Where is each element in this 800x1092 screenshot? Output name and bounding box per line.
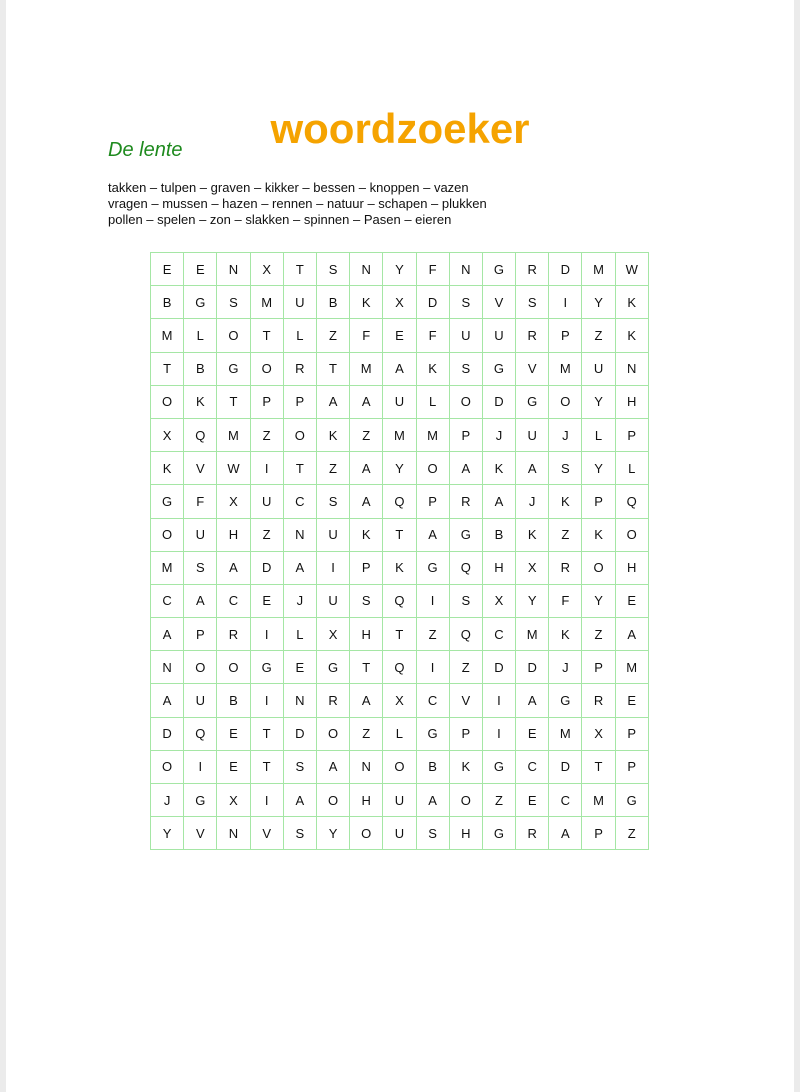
word-list <box>108 180 487 228</box>
grid-cell[interactable]: Y <box>516 584 549 617</box>
grid-cell[interactable]: W <box>615 253 648 286</box>
grid-cell[interactable]: I <box>250 684 283 717</box>
grid-cell[interactable]: X <box>217 485 250 518</box>
grid-cell[interactable]: U <box>316 584 349 617</box>
grid-row <box>151 385 649 418</box>
grid-cell[interactable]: M <box>516 618 549 651</box>
grid-cell[interactable]: L <box>283 618 316 651</box>
grid-cell[interactable]: H <box>482 551 515 584</box>
grid-cell[interactable]: O <box>383 750 416 783</box>
grid-cell[interactable]: G <box>549 684 582 717</box>
grid-cell[interactable]: S <box>449 584 482 617</box>
grid-cell[interactable]: X <box>516 551 549 584</box>
grid-cell[interactable]: Y <box>582 286 615 319</box>
grid-cell[interactable]: X <box>582 717 615 750</box>
grid-cell[interactable]: R <box>516 817 549 850</box>
grid-cell[interactable]: U <box>283 286 316 319</box>
grid-cell[interactable]: U <box>383 817 416 850</box>
grid-cell[interactable]: A <box>416 784 449 817</box>
grid-cell[interactable]: R <box>283 352 316 385</box>
grid-cell[interactable]: N <box>449 253 482 286</box>
grid-cell[interactable]: P <box>549 319 582 352</box>
grid-cell[interactable]: O <box>449 385 482 418</box>
grid-cell[interactable]: M <box>416 418 449 451</box>
grid-cell[interactable]: S <box>549 452 582 485</box>
grid-cell[interactable]: P <box>416 485 449 518</box>
grid-cell[interactable]: R <box>582 684 615 717</box>
grid-cell[interactable]: O <box>151 518 184 551</box>
grid-cell[interactable]: Y <box>383 452 416 485</box>
grid-cell[interactable]: N <box>151 651 184 684</box>
letter-grid <box>150 252 649 850</box>
grid-cell[interactable]: X <box>383 684 416 717</box>
grid-cell[interactable]: K <box>549 618 582 651</box>
grid-cell[interactable]: G <box>217 352 250 385</box>
grid-cell[interactable]: P <box>350 551 383 584</box>
grid-cell[interactable]: B <box>482 518 515 551</box>
grid-cell[interactable]: V <box>184 817 217 850</box>
grid-cell[interactable]: Z <box>549 518 582 551</box>
grid-cell[interactable]: G <box>184 286 217 319</box>
grid-cell[interactable]: Y <box>582 385 615 418</box>
grid-cell[interactable]: M <box>582 784 615 817</box>
grid-cell[interactable]: I <box>250 784 283 817</box>
grid-cell[interactable]: K <box>151 452 184 485</box>
grid-cell[interactable]: C <box>151 584 184 617</box>
grid-cell[interactable]: G <box>184 784 217 817</box>
grid-cell[interactable]: E <box>184 253 217 286</box>
grid-cell[interactable]: D <box>416 286 449 319</box>
grid-cell[interactable]: H <box>350 784 383 817</box>
grid-cell[interactable]: U <box>184 684 217 717</box>
grid-cell[interactable]: H <box>217 518 250 551</box>
grid-cell[interactable]: G <box>482 253 515 286</box>
grid-row <box>151 352 649 385</box>
grid-cell[interactable]: G <box>516 385 549 418</box>
grid-cell[interactable]: U <box>582 352 615 385</box>
grid-cell[interactable]: E <box>615 684 648 717</box>
grid-cell[interactable]: M <box>615 651 648 684</box>
grid-cell[interactable]: M <box>350 352 383 385</box>
grid-cell[interactable]: K <box>615 319 648 352</box>
grid-cell[interactable]: E <box>283 651 316 684</box>
grid-cell[interactable]: C <box>482 618 515 651</box>
grid-cell[interactable]: G <box>482 817 515 850</box>
grid-cell[interactable]: J <box>151 784 184 817</box>
grid-cell[interactable]: S <box>449 352 482 385</box>
grid-cell[interactable]: B <box>316 286 349 319</box>
grid-cell[interactable]: Z <box>316 452 349 485</box>
word-list-line: vragen – mussen – hazen – rennen – natuur – schapen – plukken <box>108 196 487 211</box>
grid-cell[interactable]: A <box>316 750 349 783</box>
grid-cell[interactable]: Z <box>250 518 283 551</box>
grid-cell[interactable]: O <box>184 651 217 684</box>
grid-cell[interactable]: P <box>615 750 648 783</box>
grid-cell[interactable]: A <box>283 551 316 584</box>
grid-cell[interactable]: A <box>184 584 217 617</box>
grid-cell[interactable]: V <box>482 286 515 319</box>
grid-cell[interactable]: T <box>250 750 283 783</box>
grid-row <box>151 584 649 617</box>
grid-cell[interactable]: J <box>283 584 316 617</box>
grid-cell[interactable]: M <box>549 717 582 750</box>
grid-cell[interactable]: A <box>283 784 316 817</box>
grid-cell[interactable]: P <box>449 418 482 451</box>
grid-cell[interactable]: P <box>615 717 648 750</box>
grid-cell[interactable]: G <box>151 485 184 518</box>
grid-cell[interactable]: B <box>217 684 250 717</box>
grid-cell[interactable]: S <box>516 286 549 319</box>
grid-cell[interactable]: K <box>316 418 349 451</box>
grid-cell[interactable]: O <box>416 452 449 485</box>
grid-cell[interactable]: N <box>615 352 648 385</box>
grid-cell[interactable]: C <box>549 784 582 817</box>
page-title: woordzoeker <box>270 105 530 152</box>
grid-cell[interactable]: Z <box>449 651 482 684</box>
grid-cell[interactable]: V <box>516 352 549 385</box>
grid-cell[interactable]: P <box>615 418 648 451</box>
grid-cell[interactable]: D <box>549 253 582 286</box>
grid-cell[interactable]: T <box>283 452 316 485</box>
grid-cell[interactable]: O <box>250 352 283 385</box>
grid-cell[interactable]: A <box>549 817 582 850</box>
grid-cell[interactable]: G <box>482 750 515 783</box>
grid-cell[interactable]: A <box>350 684 383 717</box>
grid-cell[interactable]: C <box>283 485 316 518</box>
grid-cell[interactable]: X <box>316 618 349 651</box>
grid-cell[interactable]: T <box>151 352 184 385</box>
grid-cell[interactable]: Q <box>449 618 482 651</box>
grid-cell[interactable]: T <box>316 352 349 385</box>
grid-cell[interactable]: E <box>383 319 416 352</box>
grid-cell[interactable]: Y <box>151 817 184 850</box>
grid-cell[interactable]: Q <box>383 485 416 518</box>
grid-cell[interactable]: S <box>449 286 482 319</box>
grid-row <box>151 418 649 451</box>
grid-cell[interactable]: K <box>416 352 449 385</box>
grid-cell[interactable]: Z <box>250 418 283 451</box>
grid-cell[interactable]: A <box>383 352 416 385</box>
grid-row <box>151 684 649 717</box>
grid-cell[interactable]: Z <box>615 817 648 850</box>
grid-cell[interactable]: I <box>316 551 349 584</box>
grid-cell[interactable]: U <box>516 418 549 451</box>
grid-cell[interactable]: N <box>283 684 316 717</box>
grid-cell[interactable]: T <box>383 518 416 551</box>
grid-cell[interactable]: I <box>250 452 283 485</box>
grid-cell[interactable]: A <box>615 618 648 651</box>
grid-cell[interactable]: L <box>582 418 615 451</box>
grid-cell[interactable]: B <box>151 286 184 319</box>
grid-cell[interactable]: K <box>516 518 549 551</box>
grid-cell[interactable]: X <box>383 286 416 319</box>
grid-cell[interactable]: N <box>350 253 383 286</box>
grid-cell[interactable]: S <box>184 551 217 584</box>
grid-cell[interactable]: M <box>151 319 184 352</box>
grid-cell[interactable]: A <box>151 618 184 651</box>
word-list-line: pollen – spelen – zon – slakken – spinnen – Pasen – eieren <box>108 212 452 227</box>
grid-cell[interactable]: F <box>416 253 449 286</box>
grid-cell[interactable]: Z <box>582 618 615 651</box>
grid-cell[interactable]: E <box>516 717 549 750</box>
page-subtitle: De lente <box>108 139 183 161</box>
grid-row <box>151 651 649 684</box>
grid-cell[interactable]: T <box>582 750 615 783</box>
grid-cell[interactable]: G <box>416 551 449 584</box>
grid-cell[interactable]: O <box>151 750 184 783</box>
grid-cell[interactable]: M <box>151 551 184 584</box>
grid-cell[interactable]: S <box>316 253 349 286</box>
grid-cell[interactable]: U <box>316 518 349 551</box>
grid-cell[interactable]: O <box>582 551 615 584</box>
grid-cell[interactable]: E <box>250 584 283 617</box>
grid-cell[interactable]: O <box>350 817 383 850</box>
grid-cell[interactable]: T <box>383 618 416 651</box>
grid-cell[interactable]: K <box>549 485 582 518</box>
grid-row <box>151 784 649 817</box>
grid-cell[interactable]: U <box>449 319 482 352</box>
grid-cell[interactable]: Y <box>316 817 349 850</box>
grid-cell[interactable]: K <box>449 750 482 783</box>
grid-cell[interactable]: L <box>615 452 648 485</box>
grid-cell[interactable]: D <box>516 651 549 684</box>
grid-cell[interactable]: P <box>250 385 283 418</box>
grid-cell[interactable]: H <box>615 551 648 584</box>
grid-cell[interactable]: L <box>184 319 217 352</box>
grid-cell[interactable]: I <box>184 750 217 783</box>
grid-cell[interactable]: G <box>615 784 648 817</box>
grid-cell[interactable]: D <box>482 651 515 684</box>
grid-cell[interactable]: A <box>217 551 250 584</box>
grid-cell[interactable]: D <box>283 717 316 750</box>
grid-cell[interactable]: E <box>615 584 648 617</box>
grid-cell[interactable]: O <box>151 385 184 418</box>
grid-cell[interactable]: F <box>416 319 449 352</box>
grid-row <box>151 551 649 584</box>
grid-cell[interactable]: P <box>582 817 615 850</box>
grid-cell[interactable]: R <box>549 551 582 584</box>
grid-cell[interactable]: T <box>350 651 383 684</box>
grid-cell[interactable]: O <box>316 784 349 817</box>
grid-cell[interactable]: S <box>283 750 316 783</box>
grid-cell[interactable]: R <box>217 618 250 651</box>
grid-cell[interactable]: P <box>582 651 615 684</box>
grid-cell[interactable]: K <box>582 518 615 551</box>
grid-row <box>151 518 649 551</box>
grid-cell[interactable]: O <box>549 385 582 418</box>
grid-cell[interactable]: V <box>250 817 283 850</box>
grid-cell[interactable]: Q <box>383 651 416 684</box>
grid-cell[interactable]: U <box>383 784 416 817</box>
grid-cell[interactable]: I <box>416 651 449 684</box>
grid-cell[interactable]: U <box>184 518 217 551</box>
grid-cell[interactable]: S <box>316 485 349 518</box>
grid-cell[interactable]: J <box>482 418 515 451</box>
grid-cell[interactable]: N <box>217 253 250 286</box>
grid-cell[interactable]: M <box>217 418 250 451</box>
grid-cell[interactable]: U <box>383 385 416 418</box>
grid-cell[interactable]: K <box>383 551 416 584</box>
grid-row <box>151 286 649 319</box>
grid-row <box>151 618 649 651</box>
grid-cell[interactable]: E <box>516 784 549 817</box>
grid-cell[interactable]: J <box>516 485 549 518</box>
grid-cell[interactable]: S <box>416 817 449 850</box>
grid-cell[interactable]: G <box>416 717 449 750</box>
grid-cell[interactable]: Y <box>582 452 615 485</box>
grid-cell[interactable]: R <box>449 485 482 518</box>
grid-cell[interactable]: H <box>615 385 648 418</box>
grid-cell[interactable]: B <box>416 750 449 783</box>
grid-cell[interactable]: I <box>482 684 515 717</box>
grid-cell[interactable]: T <box>250 319 283 352</box>
grid-cell[interactable]: M <box>549 352 582 385</box>
grid-cell[interactable]: Y <box>383 253 416 286</box>
grid-cell[interactable]: G <box>449 518 482 551</box>
grid-cell[interactable]: R <box>316 684 349 717</box>
grid-cell[interactable]: Q <box>615 485 648 518</box>
grid-cell[interactable]: J <box>549 418 582 451</box>
grid-cell[interactable]: A <box>350 385 383 418</box>
grid-cell[interactable]: U <box>482 319 515 352</box>
grid-cell[interactable]: C <box>416 684 449 717</box>
grid-cell[interactable]: O <box>615 518 648 551</box>
grid-cell[interactable]: G <box>316 651 349 684</box>
grid-cell[interactable]: A <box>516 684 549 717</box>
grid-cell[interactable]: Q <box>449 551 482 584</box>
grid-cell[interactable]: Z <box>582 319 615 352</box>
grid-cell[interactable]: L <box>383 717 416 750</box>
grid-row <box>151 452 649 485</box>
grid-cell[interactable]: U <box>250 485 283 518</box>
grid-cell[interactable]: J <box>549 651 582 684</box>
grid-cell[interactable]: O <box>217 319 250 352</box>
grid-cell[interactable]: Y <box>582 584 615 617</box>
grid-cell[interactable]: W <box>217 452 250 485</box>
grid-cell[interactable]: Q <box>383 584 416 617</box>
grid-cell[interactable]: T <box>250 717 283 750</box>
grid-cell[interactable]: A <box>516 452 549 485</box>
grid-cell[interactable]: O <box>283 418 316 451</box>
grid-cell[interactable]: H <box>350 618 383 651</box>
grid-cell[interactable]: I <box>549 286 582 319</box>
grid-cell[interactable]: D <box>549 750 582 783</box>
grid-cell[interactable]: P <box>283 385 316 418</box>
grid-cell[interactable]: G <box>482 352 515 385</box>
grid-cell[interactable]: Z <box>482 784 515 817</box>
grid-cell[interactable]: Z <box>416 618 449 651</box>
grid-cell[interactable]: E <box>151 253 184 286</box>
grid-cell[interactable]: C <box>516 750 549 783</box>
grid-cell[interactable]: A <box>482 485 515 518</box>
grid-cell[interactable]: S <box>217 286 250 319</box>
grid-cell[interactable]: N <box>283 518 316 551</box>
grid-row <box>151 750 649 783</box>
grid-cell[interactable]: F <box>184 485 217 518</box>
grid-cell[interactable]: D <box>250 551 283 584</box>
grid-cell[interactable]: T <box>217 385 250 418</box>
grid-cell[interactable]: D <box>482 385 515 418</box>
grid-cell[interactable]: V <box>184 452 217 485</box>
grid-cell[interactable]: P <box>184 618 217 651</box>
grid-cell[interactable]: R <box>516 253 549 286</box>
grid-cell[interactable]: K <box>350 518 383 551</box>
grid-cell[interactable]: N <box>217 817 250 850</box>
grid-cell[interactable]: Z <box>316 319 349 352</box>
grid-cell[interactable]: Z <box>350 717 383 750</box>
grid-cell[interactable]: S <box>283 817 316 850</box>
grid-cell[interactable]: M <box>250 286 283 319</box>
grid-cell[interactable]: I <box>482 717 515 750</box>
grid-cell[interactable]: A <box>350 452 383 485</box>
grid-row <box>151 253 649 286</box>
grid-cell[interactable]: E <box>217 717 250 750</box>
grid-cell[interactable]: N <box>350 750 383 783</box>
grid-cell[interactable]: Z <box>350 418 383 451</box>
grid-cell[interactable]: X <box>250 253 283 286</box>
grid-row <box>151 485 649 518</box>
grid-cell[interactable]: A <box>449 452 482 485</box>
grid-cell[interactable]: X <box>151 418 184 451</box>
grid-cell[interactable]: A <box>151 684 184 717</box>
grid-cell[interactable]: V <box>449 684 482 717</box>
grid-cell[interactable]: F <box>350 319 383 352</box>
grid-cell[interactable]: H <box>449 817 482 850</box>
grid-cell[interactable]: E <box>217 750 250 783</box>
grid-cell[interactable]: P <box>449 717 482 750</box>
grid-cell[interactable]: F <box>549 584 582 617</box>
grid-cell[interactable]: R <box>516 319 549 352</box>
grid-cell[interactable]: G <box>250 651 283 684</box>
grid-cell[interactable]: S <box>350 584 383 617</box>
grid-cell[interactable]: X <box>482 584 515 617</box>
grid-cell[interactable]: B <box>184 352 217 385</box>
grid-row <box>151 817 649 850</box>
word-list-line: takken – tulpen – graven – kikker – bessen – knoppen – vazen <box>108 180 469 195</box>
grid-cell[interactable]: X <box>217 784 250 817</box>
grid-row <box>151 319 649 352</box>
grid-cell[interactable]: K <box>482 452 515 485</box>
grid-cell[interactable]: A <box>350 485 383 518</box>
grid-row <box>151 717 649 750</box>
grid-cell[interactable]: L <box>416 385 449 418</box>
grid-cell[interactable]: M <box>582 253 615 286</box>
grid-cell[interactable]: T <box>283 253 316 286</box>
grid-cell[interactable]: K <box>350 286 383 319</box>
grid-cell[interactable]: A <box>316 385 349 418</box>
grid-cell[interactable]: K <box>184 385 217 418</box>
grid-cell[interactable]: P <box>582 485 615 518</box>
grid-cell[interactable]: L <box>283 319 316 352</box>
grid-cell[interactable]: O <box>316 717 349 750</box>
grid-cell[interactable]: O <box>217 651 250 684</box>
grid-cell[interactable]: D <box>151 717 184 750</box>
grid-cell[interactable]: I <box>250 618 283 651</box>
grid-cell[interactable]: K <box>615 286 648 319</box>
grid-cell[interactable]: Q <box>184 717 217 750</box>
grid-cell[interactable]: I <box>416 584 449 617</box>
grid-cell[interactable]: C <box>217 584 250 617</box>
grid-cell[interactable]: M <box>383 418 416 451</box>
grid-cell[interactable]: A <box>416 518 449 551</box>
grid-cell[interactable]: O <box>449 784 482 817</box>
grid-cell[interactable]: Q <box>184 418 217 451</box>
